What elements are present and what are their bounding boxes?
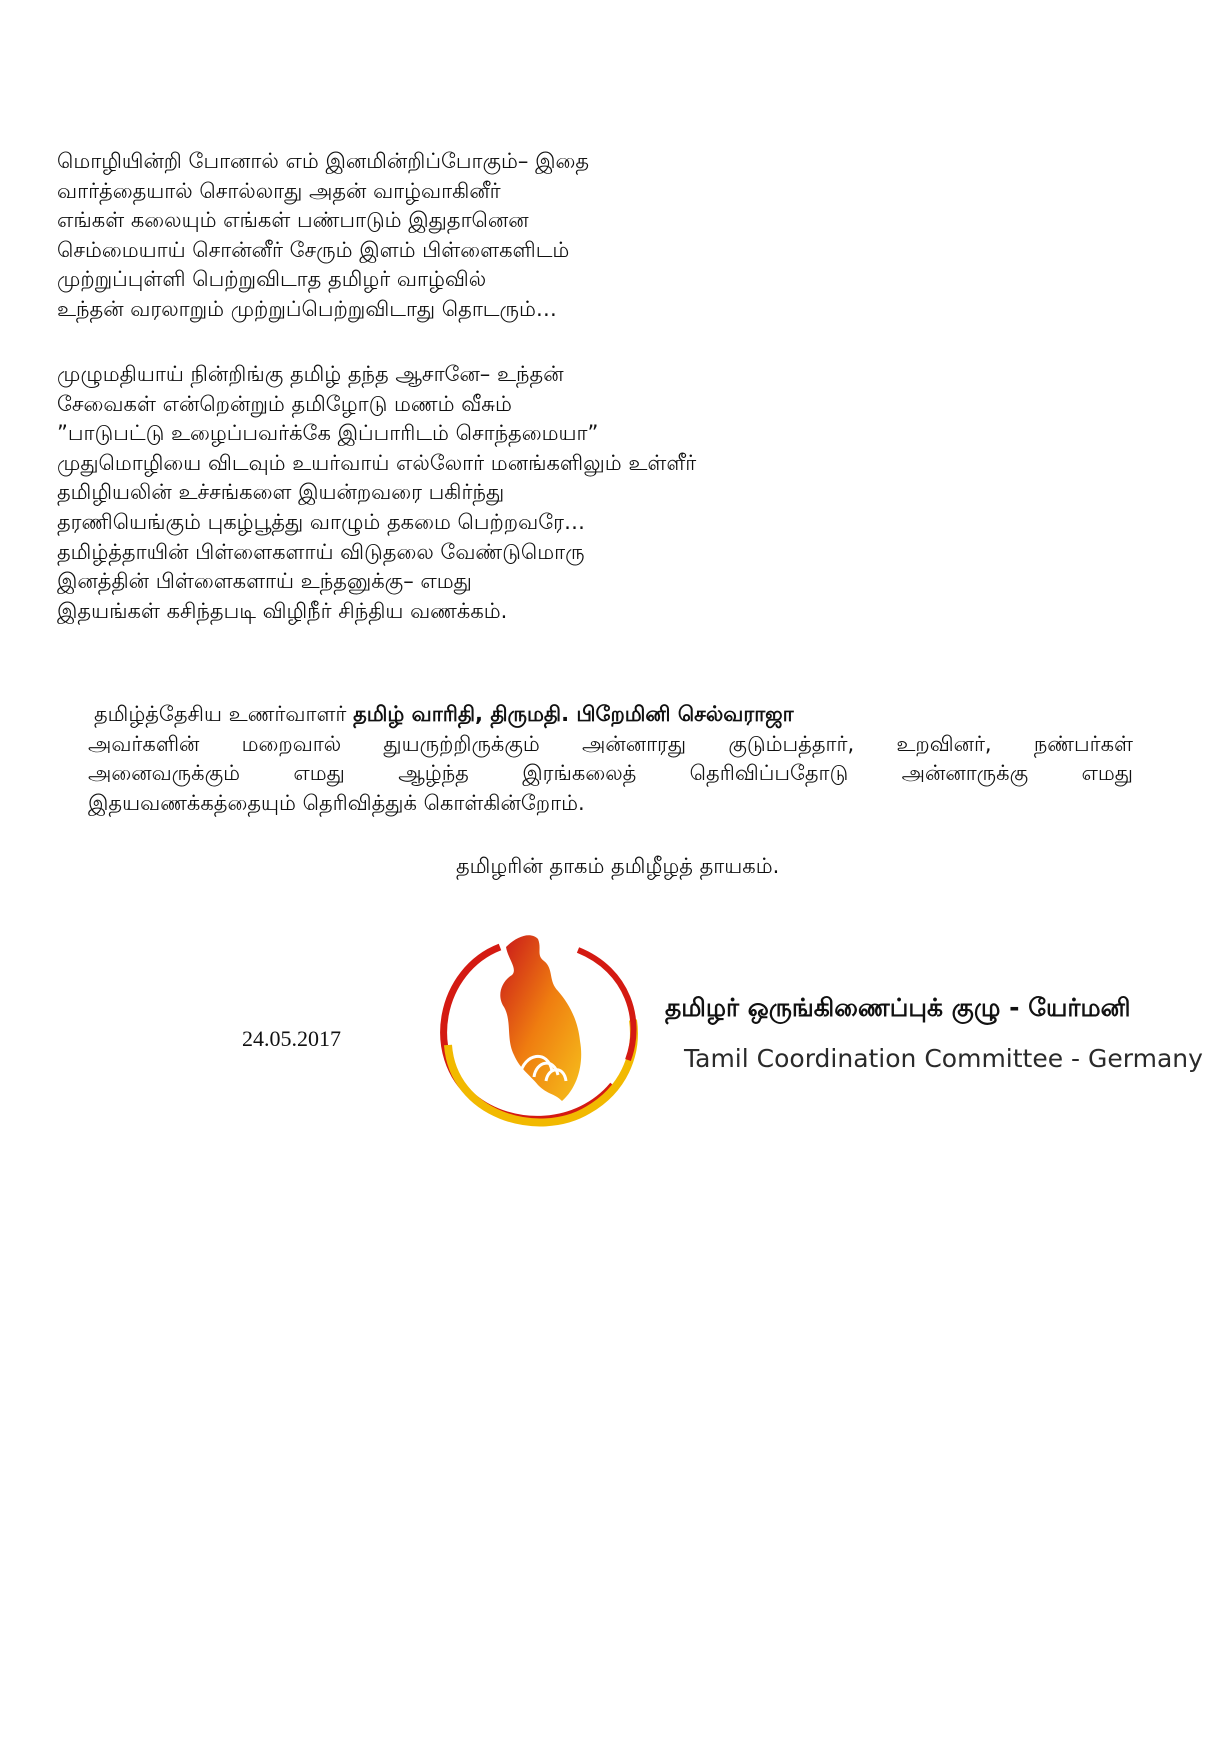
slogan: தமிழரின் தாகம் தமிழீழத் தாயகம். [456, 854, 780, 878]
organization-name-tamil: தமிழர் ஒருங்கிணைப்புக் குழு - யேர்மனி [665, 993, 1131, 1022]
document-date: 24.05.2017 [242, 1026, 341, 1051]
poem-line: முழுமதியாய் நின்றிங்கு தமிழ் தந்த ஆசானே– உந்தன் [57, 362, 564, 386]
poem-line: முற்றுப்புள்ளி பெற்றுவிடாத தமிழர் வாழ்வில் [57, 267, 487, 292]
condolence-line: அவர்களின் மறைவால் துயருற்றிருக்கும் அன்னாரது குடும்பத்தார், உறவினர், நண்பர்கள் [88, 731, 1133, 756]
poem-line: இனத்தின் பிள்ளைகளாய் உந்தனுக்கு– எமது [57, 569, 472, 594]
logo-ring-red-right [578, 950, 634, 1060]
condolence-line: அனைவருக்கும் எமது ஆழ்ந்த இரங்கலைத் தெரிவிப்பதோடு அன்னாருக்கு எமது [88, 761, 1133, 786]
organization-name-english: Tamil Coordination Committee - Germany [684, 1044, 1203, 1073]
poem-line: சேவைகள் என்றென்றும் தமிழோடு மணம் வீசும் [57, 391, 512, 416]
poem-line: எங்கள் கலையும் எங்கள் பண்பாடும் இதுதானென [57, 208, 529, 233]
poem-line: முதுமொழியை விடவும் உயர்வாய் எல்லோர் மனங்களிலும் உள்ளீர் [57, 450, 697, 475]
poem-stanza-1 [57, 147, 589, 325]
condolence-intro: தமிழ்த்தேசிய உணர்வாளர் [94, 702, 347, 726]
poem-line: வார்த்தையால் சொல்லாது அதன் வாழ்வாகினீர் [57, 178, 501, 203]
poem-line: தமிழியலின் உச்சங்களை இயன்றவரை பகிர்ந்து [57, 480, 505, 505]
poem-line: தரணியெங்கும் புகழ்பூத்து வாழும் தகமை பெற்றவரே… [57, 509, 585, 534]
poem-stanza-2 [57, 360, 696, 626]
condolence-first-line [88, 700, 1133, 730]
logo-island-shape [500, 935, 581, 1101]
poem-line: செம்மையாய் சொன்னீர் சேரும் இளம் பிள்ளைகளிடம் [57, 237, 570, 262]
deceased-name: தமிழ் வாரிதி, திருமதி. பிறேமினி செல்வராஜா [353, 702, 794, 726]
poem-line: தமிழ்த்தாயின் பிள்ளைகளாய் விடுதலை வேண்டுமொரு [57, 539, 585, 564]
condolence-message [88, 700, 1133, 818]
organization-logo [428, 925, 676, 1127]
poem-line: ”பாடுபட்டு உழைப்பவர்க்கே இப்பாரிடம் சொந்தமையா” [57, 421, 599, 446]
condolence-line: இதயவணக்கத்தையும் தெரிவித்துக் கொள்கின்றோம். [88, 790, 585, 815]
poem-line: உந்தன் வரலாறும் முற்றுப்பெற்றுவிடாது தொடரும்… [57, 296, 557, 321]
poem-line: மொழியின்றி போனால் எம் இனமின்றிப்போகும்– இதை [57, 149, 590, 173]
poem-line: இதயங்கள் கசிந்தபடி விழிநீர் சிந்திய வணக்கம். [57, 598, 508, 623]
